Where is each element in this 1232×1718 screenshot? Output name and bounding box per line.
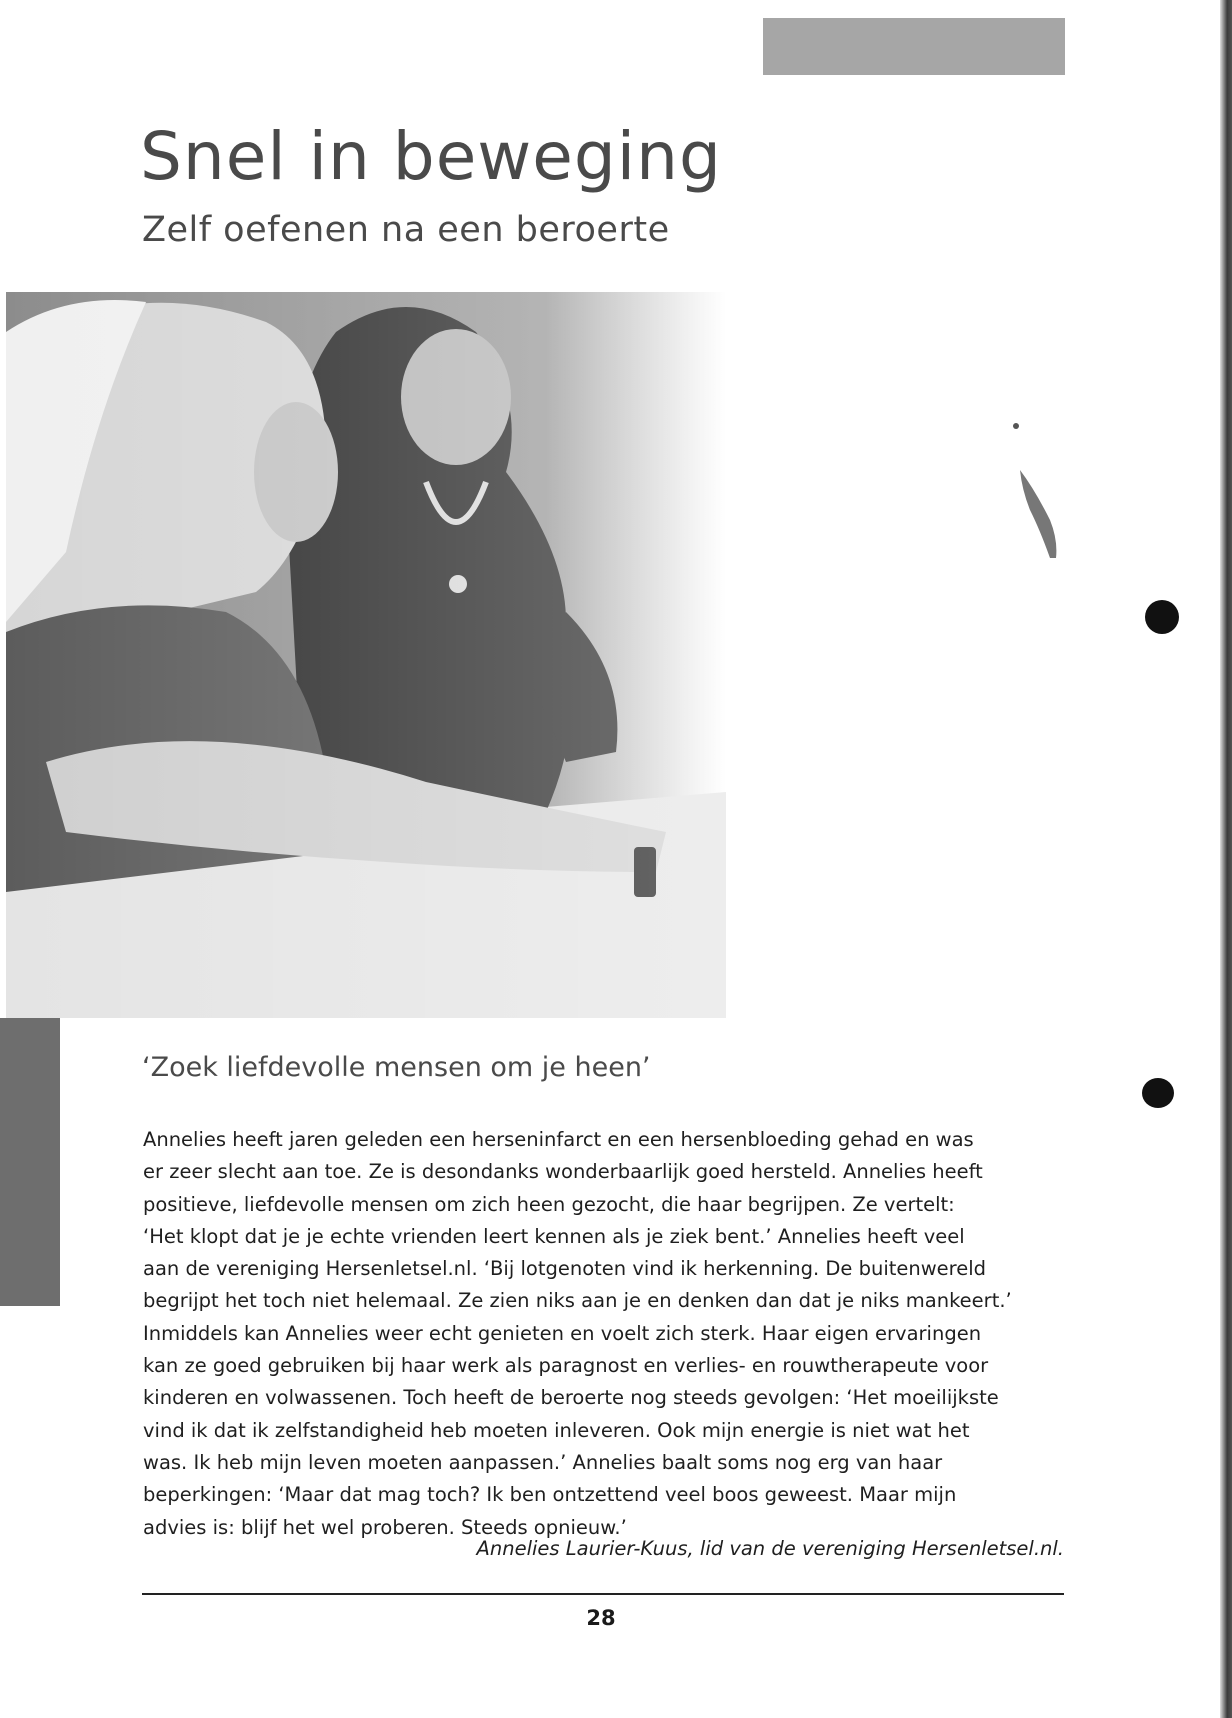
article-body-line: Annelies heeft jaren geleden een herseninfarct en een hersenbloeding gehad en was <box>143 1128 974 1151</box>
article-body-line: begrijpt het toch niet helemaal. Ze zien niks aan je en denken dan dat je niks mankeert.’ <box>143 1289 1012 1313</box>
article-body <box>143 1124 1063 1544</box>
article-body-line: kan ze goed gebruiken bij haar werk als paragnost en verlies- en rouwtherapeute voor <box>143 1354 989 1378</box>
footer-rule <box>142 1593 1064 1595</box>
article-photo <box>6 292 726 1018</box>
page-number: 28 <box>586 1606 616 1630</box>
article-body-line: Inmiddels kan Annelies weer echt genieten en voelt zich sterk. Haar eigen ervaringen <box>143 1321 982 1345</box>
article-body-line: kinderen en volwassenen. Toch heeft de beroerte nog steeds gevolgen: ‘Het moeilijkste <box>143 1386 999 1410</box>
article-body-line: positieve, liefdevolle mensen om zich heen gezocht, die haar begrijpen. Ze vertelt: <box>143 1192 955 1216</box>
margin-dot-icon <box>1145 600 1179 634</box>
article-heading: ‘Zoek liefdevolle mensen om je heen’ <box>142 1052 651 1083</box>
article-attribution: Annelies Laurier-Kuus, lid van de vereniging Hersenletsel.nl. <box>476 1537 1064 1560</box>
article-body-line: advies is: blijf het wel proberen. Steeds opnieuw.’ <box>143 1515 627 1539</box>
side-accent-bar <box>0 1018 60 1306</box>
article-body-line: was. Ik heb mijn leven moeten aanpassen.’ Annelies baalt soms nog erg van haar <box>143 1450 943 1474</box>
article-body-line: er zeer slecht aan toe. Ze is desondanks wonderbaarlijk goed hersteld. Annelies heeft <box>143 1160 983 1184</box>
scan-page-edge <box>1220 0 1232 1718</box>
page-subtitle: Zelf oefenen na een beroerte <box>142 210 670 250</box>
article-body-line: beperkingen: ‘Maar dat mag toch? Ik ben ontzettend veel boos geweest. Maar mijn <box>143 1483 957 1507</box>
article-body-line: aan de vereniging Hersenletsel.nl. ‘Bij lotgenoten vind ik herkenning. De buitenwereld <box>143 1257 987 1281</box>
margin-dot-icon <box>1142 1078 1174 1108</box>
article-body-line: ‘Het klopt dat je je echte vrienden leert kennen als je ziek bent.’ Annelies heeft veel <box>143 1224 965 1248</box>
article-body-line: vind ik dat ik zelfstandigheid heb moeten inleveren. Ook mijn energie is niet wat het <box>143 1418 970 1442</box>
page-title: Snel in beweging <box>140 118 722 195</box>
scan-smudge-icon <box>1010 420 1065 560</box>
header-gray-tab <box>763 18 1065 75</box>
